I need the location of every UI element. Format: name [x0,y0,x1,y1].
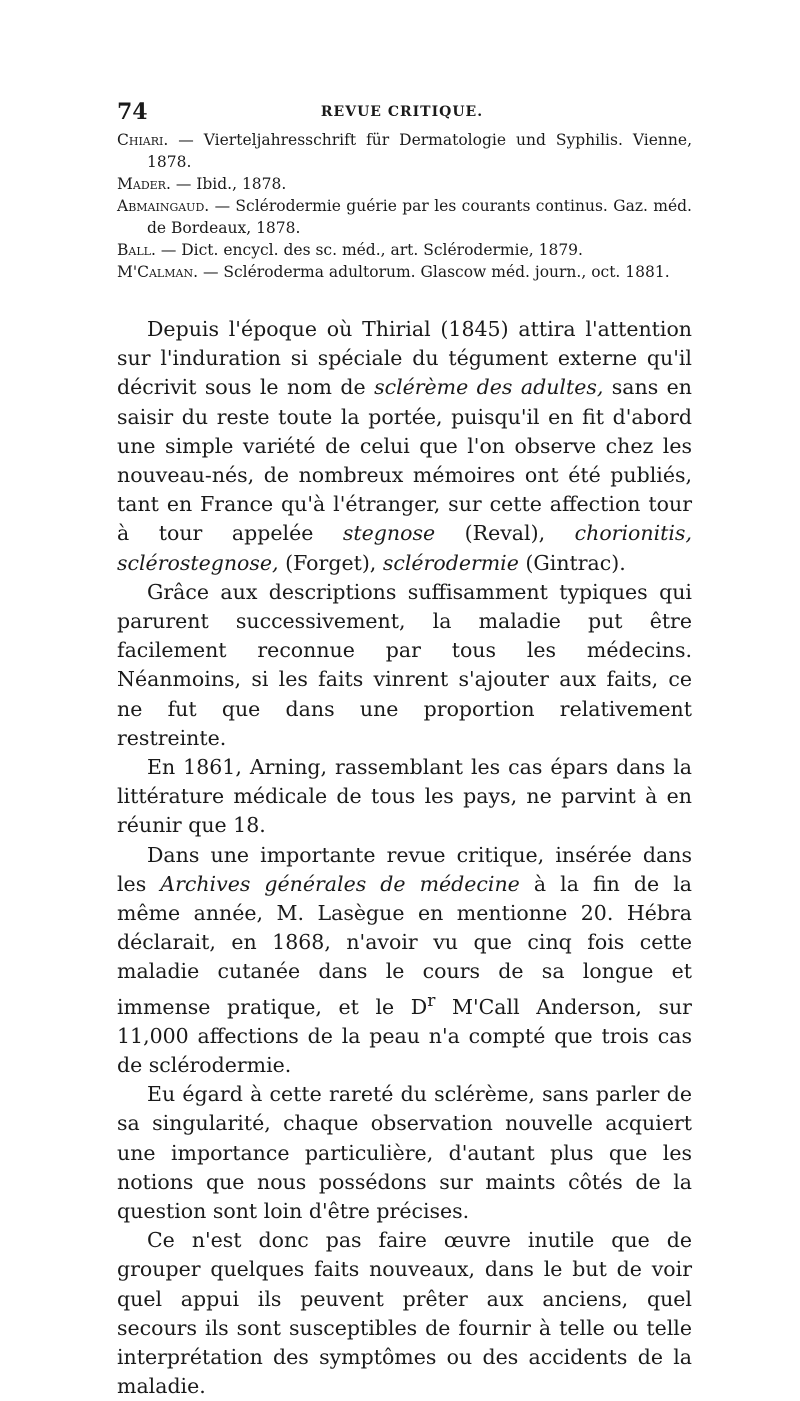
bibliography-entry [117,129,692,173]
page-header [117,99,687,123]
italic-term: stegnose [342,521,436,546]
paragraph-1 [117,315,692,578]
ref-text: — Vierteljahresschrift für Dermatologie und Syphilis. Vienne, 1878. [147,131,692,171]
text-run: Depuis l'époque où Thirial (1845) attira l'attention sur l'induration si spéciale du tégument externe qu'il décrivit sous le nom de [117,317,692,400]
text-run: M'Call Anderson, sur 11,000 affections de la peau n'a compté que trois cas de sclérodermie. [117,994,692,1077]
ref-text: — Ibid., 1878. [175,175,287,193]
ref-author: Ball. [117,241,156,259]
text-run: (Gintrac). [518,550,626,575]
page-number: 74 [117,99,148,125]
bibliography-entry [117,239,692,261]
italic-term: sclérodermie [382,550,519,575]
text-run: à la fin de la même année, M. Lasègue en mentionne 20. Hébra déclarait, en 1868, n'avoir vu que cinq fois cette maladie cutanée dans le cours de sa longue et immense pratique, et le D [117,871,692,1019]
text-run: (Reval), [435,521,575,546]
bibliography-entry [117,173,692,195]
ref-author: Abmaingaud. [117,197,210,215]
paragraph-3: En 1861, Arning, rassemblant les cas épars dans la littérature médicale de tous les pays, ne parvint à en réunir que 18. [117,755,692,838]
italic-journal-title: Archives générales de médecine [160,871,520,896]
ref-author: Chiari. [117,131,169,149]
italic-term: chorionitis, sclérostegnose, [117,521,692,575]
bibliography-entry [117,195,692,239]
body-text [117,315,692,1401]
paragraph-4 [117,841,692,1080]
bibliography-entry [117,261,692,283]
bibliography-list [117,129,692,283]
ref-text: — Scléroderma adultorum. Glascow méd. journ., oct. 1881. [202,263,670,281]
ref-author: M'Calman. [117,263,198,281]
text-run: Dans une importante revue critique, insérée dans les [117,842,692,896]
ref-text: — Dict. encycl. des sc. méd., art. Sclérodermie, 1879. [160,241,583,259]
ref-author: Mader. [117,175,171,193]
running-title: REVUE CRITIQUE. [320,104,484,120]
ref-text: — Sclérodermie guérie par les courants continus. Gaz. méd. de Bordeaux, 1878. [147,197,692,237]
paragraph-5: Eu égard à cette rareté du sclérème, sans parler de sa singularité, chaque observation nouvelle acquiert une importance particulière, d'autant plus que les notions que nous possédons sur maints côtés de la question sont loin d'être précises. [117,1082,692,1223]
paragraph-2: Grâce aux descriptions suffisamment typiques qui parurent successivement, la maladie put être facilement reconnue par tous les médecins. Néanmoins, si les faits vinrent s'ajouter aux faits, ce ne fut que dans une proportion relativement restreinte. [117,579,692,750]
text-run: (Forget), [278,550,383,575]
italic-term: sclérème des adultes, [374,375,604,400]
paragraph-6: Ce n'est donc pas faire œuvre inutile que de grouper quelques faits nouveaux, dans le but de voir quel appui ils peuvent prêter aux anciens, quel secours ils sont susceptibles de fournir à telle ou telle interprétation des symptômes ou des accidents de la maladie. [117,1228,692,1399]
superscript: r [427,990,436,1011]
text-run: sans en saisir du reste toute la portée, puisqu'il en fit d'abord une simple variété de celui que l'on observe chez les nouveau-nés, de nombreux mémoires ont été publiés, tant en France qu'à l'étranger, sur cette affection tour à tour appelée [117,375,693,546]
